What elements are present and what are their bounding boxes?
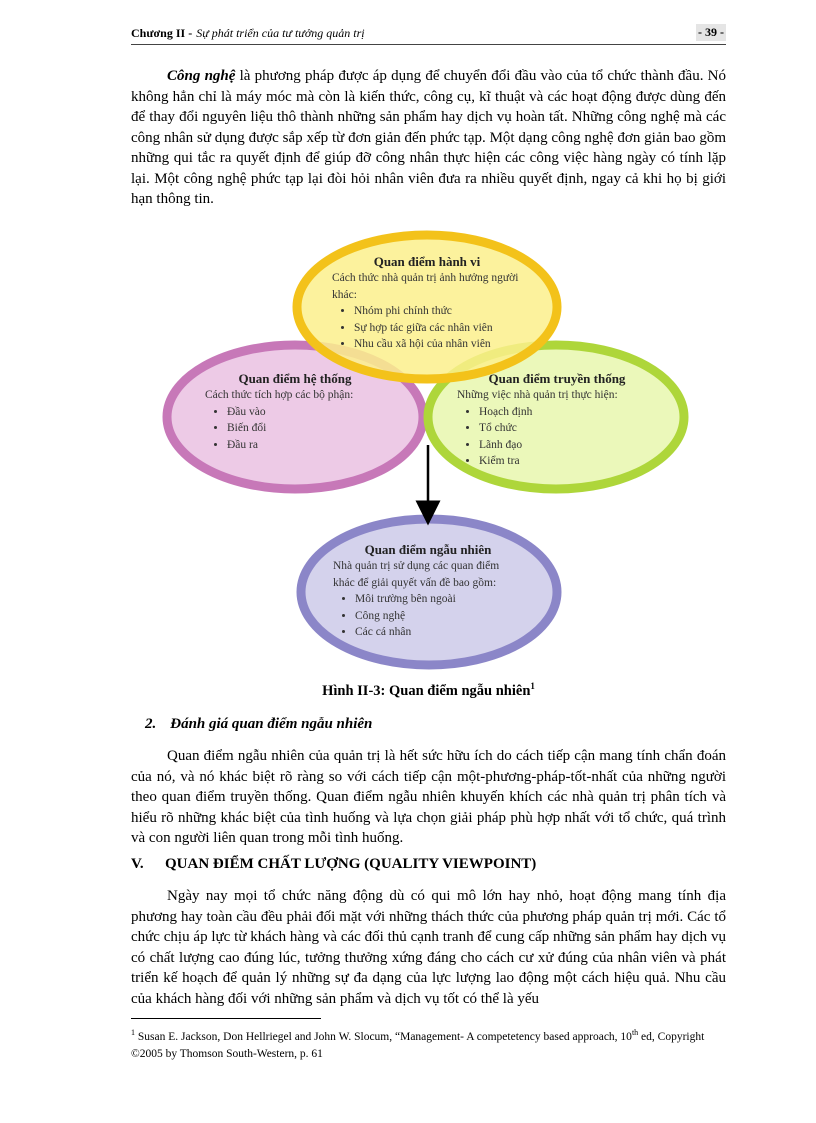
list-item: • Kiểm tra — [479, 453, 657, 470]
subsection-title: Đánh giá quan điểm ngẫu nhiên — [170, 716, 373, 732]
section-heading — [131, 856, 536, 873]
lead-term: Công nghệ — [167, 68, 236, 84]
contingency-list — [333, 591, 523, 641]
section-title: QUAN ĐIỂM CHẤT LƯỢNG (QUALITY VIEWPOINT) — [165, 856, 537, 872]
system-content — [205, 370, 385, 453]
section-number: V. — [131, 856, 144, 872]
subsection-number: 2. — [145, 716, 157, 732]
footnote-marker: 1 — [131, 1028, 135, 1037]
list-item: • Hoạch định — [479, 404, 657, 421]
section-paragraph: Ngày nay mọi tổ chức năng động dù có qui mô lớn hay nhỏ, hoạt động mang tính địa phương hay toàn cầu đều phải đối mặt với những thách thức của phương pháp quản trị mới. Các tổ chức chịu áp lực từ khách hàng và các đối thủ cạnh tranh để cung cấp những sản phẩm hay dịch vụ có chất lượng cao đúng lúc, tưởng thưởng xứng đáng cho cách cư xử đúng của nhân viên và phát triển kế hoạch để quản lý những sự đa dạng của lực lượng lao động một cách hiệu quả. Nhu cầu của khách hàng đối với những sản phẩm và dịch vụ tốt có thể là yếu — [131, 888, 726, 1007]
list-item: • Nhóm phi chính thức — [354, 303, 522, 320]
behavior-title: Quan điểm hành vi — [373, 254, 481, 269]
contingency-title: Quan điểm ngẫu nhiên — [364, 542, 492, 557]
system-title: Quan điểm hệ thống — [238, 371, 352, 386]
list-item: • Các cá nhân — [355, 624, 523, 641]
footnote-text: Susan E. Jackson, Don Hellriegel and John W. Slocum, “Management- A competetency based approach, 10 — [137, 1030, 632, 1043]
list-item: • Sự hợp tác giữa các nhân viên — [354, 320, 522, 337]
list-item: • Nhu cầu xã hội của nhân viên — [354, 336, 522, 353]
behavior-list — [332, 303, 522, 353]
page-header — [131, 24, 726, 45]
behavior-content — [332, 253, 522, 353]
page-number: - 39 - — [698, 25, 724, 39]
footnote — [131, 1024, 726, 1063]
list-item: • Công nghệ — [355, 608, 523, 625]
traditional-content — [457, 370, 657, 470]
behavior-desc: Cách thức nhà quản trị ảnh hưởng người khác: — [332, 272, 519, 301]
traditional-desc: Những việc nhà quản trị thực hiện: — [457, 389, 618, 401]
system-desc: Cách thức tích hợp các bộ phận: — [205, 389, 354, 401]
contingency-desc: Nhà quản trị sử dụng các quan điểm khác để giải quyết vấn đề bao gồm: — [333, 560, 500, 589]
subsection-heading — [145, 716, 372, 733]
chapter-subtitle: Sự phát triển của tư tưởng quản trị — [196, 26, 365, 40]
chapter-title: Chương II - Sự phát triển của tư tưởng quản trị — [131, 26, 365, 40]
subsection-paragraph: Quan điểm ngẫu nhiên của quản trị là hết sức hữu ích do cách tiếp cận mang tính chẩn đoán của nó, và nó khác biệt rõ ràng so với cách tiếp cận một-phương-pháp-tốt-nhất của những người theo quan điểm truyền thống. Quan điểm ngẫu nhiên khuyến khích các nhà quản trị phân tích và hiểu rõ những khác biệt của tình huống và lựa chọn giải pháp phù hợp nhất với tổ chức, quá trình và con người liên quan trong mỗi tình huống. — [131, 748, 726, 846]
footnote-superscript: th — [631, 1028, 639, 1037]
figure-caption: Hình II-3: Quan điểm ngẫu nhiên$^1$ — [322, 681, 535, 699]
list-item: • Biến đổi — [227, 420, 385, 437]
footnote-text-cont: ed, Copyright ©2005 by Thomson South-Western, p. 61 — [131, 1030, 705, 1060]
list-item: • Môi trường bên ngoài — [355, 591, 523, 608]
intro-body: là phương pháp được áp dụng để chuyển đổi đầu vào của tổ chức thành đầu. Nó không hẳn chỉ là máy móc mà còn là kiến thức, công cụ, kĩ thuật và các hoạt động được dùng đến để thay đổi nguyên liệu thô thành những sản phẩm hay dịch vụ hoàn tất. Những công nghệ mà các công nhân sử dụng được sắp xếp từ đơn giản đến phức tạp. Một dạng công nghệ đơn giản bao gồm những qui tắc ra quyết định để giúp đỡ công nhân thực hiện các công việc hàng ngày có tính lặp lại. Một công nghệ phức tạp lại đòi hỏi nhân viên đưa ra nhiều quyết định, ngay cả khi họ bị giới hạn thông tin. — [131, 68, 726, 207]
intro-paragraph — [131, 66, 726, 210]
system-list — [205, 404, 385, 454]
traditional-list — [457, 404, 657, 470]
footnote-divider — [131, 1018, 321, 1019]
list-item: • Đầu vào — [227, 404, 385, 421]
footnote-ref: 1 — [530, 681, 535, 691]
list-item: • Lãnh đạo — [479, 437, 657, 454]
list-item: • Đầu ra — [227, 437, 385, 454]
traditional-title: Quan điểm truyền thống — [488, 371, 626, 386]
list-item: • Tổ chức — [479, 420, 657, 437]
contingency-diagram — [160, 225, 700, 675]
contingency-content — [333, 541, 523, 641]
